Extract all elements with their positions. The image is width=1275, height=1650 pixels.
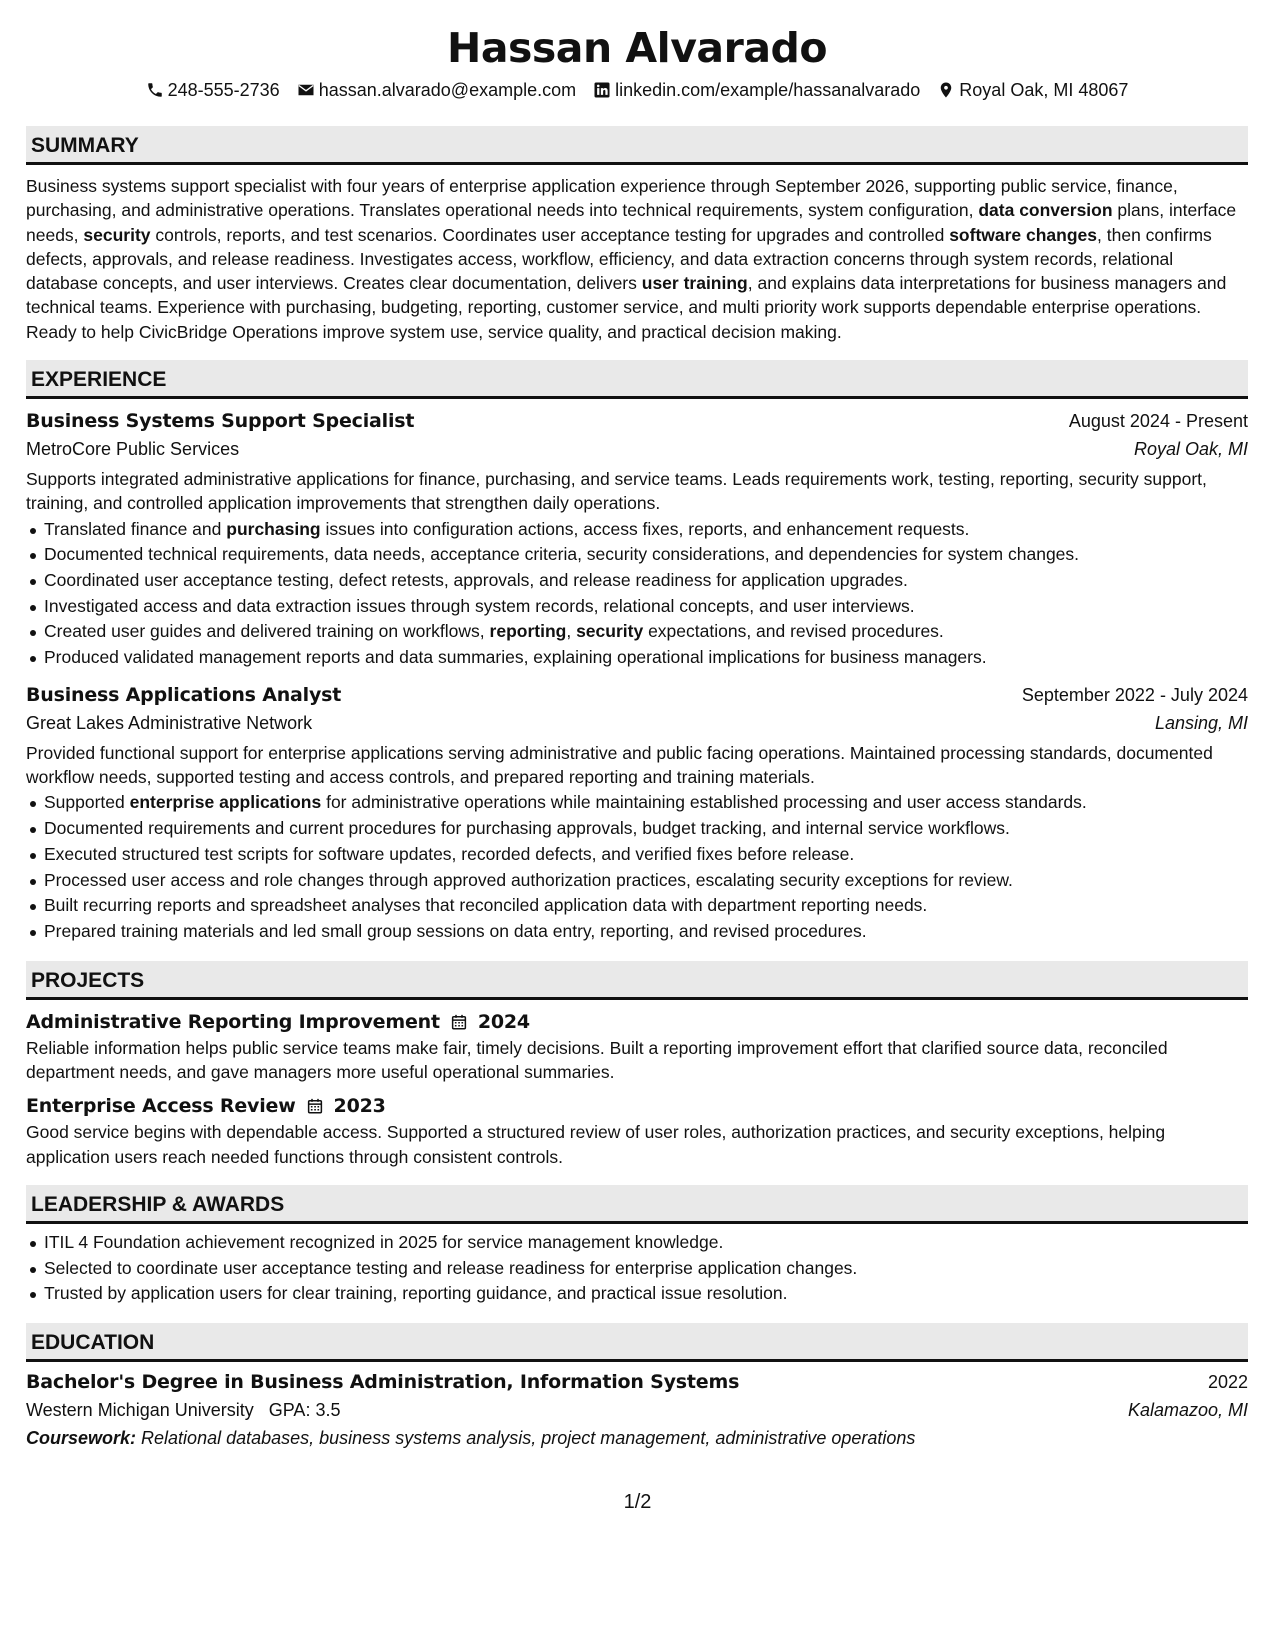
gpa: GPA: 3.5 [268,1400,341,1420]
job-bullets [26,790,1248,944]
job-dates: August 2024 - Present [1068,411,1248,432]
calendar-icon [306,1097,324,1115]
list-item: Documented technical requirements, data needs, acceptance criteria, security considerations, and dependencies for system changes. [26,542,1248,568]
project-description: Good service begins with dependable access. Supported a structured review of user roles, authorization practices, and security exceptions, helping application users reach needed functions through consistent controls. [26,1122,1166,1167]
leadership-heading: LEADERSHIP & AWARDS [26,1185,1248,1224]
list-item: Created user guides and delivered training on workflows, reporting, security expectations, and revised procedures. [26,619,1248,645]
job-entry [26,681,1248,945]
phone-text: 248-555-2736 [167,80,280,100]
degree-title: Bachelor's Degree in Business Administration, Information Systems [26,1371,740,1393]
contact-phone [146,78,280,102]
list-item: Coordinated user acceptance testing, defect retests, approvals, and release readiness for application upgrades. [26,568,1248,594]
project-year: 2024 [477,1010,530,1033]
phone-icon [146,81,164,99]
job-dates: September 2022 - July 2024 [1021,684,1248,705]
project-title: Enterprise Access Review [26,1095,296,1118]
list-item: Documented requirements and current procedures for purchasing approvals, budget tracking, and internal service workflows. [26,816,1248,842]
job-bullets [26,517,1248,671]
project-entry [26,1092,1248,1169]
list-item: Prepared training materials and led small group sessions on data entry, reporting, and revised procedures. [26,919,1248,945]
candidate-name: Hassan Alvarado [447,24,827,72]
project-title: Administrative Reporting Improvement [26,1010,440,1033]
school-name: Western Michigan University [26,1400,254,1420]
job-summary: Provided functional support for enterprise applications serving administrative and public facing operations. Maintained processing standards, documented workflow needs, supported testing and access controls, and prepared reporting and training materials. [26,742,1213,788]
list-item: Supported enterprise applications for administrative operations while maintaining established processing and user access standards. [26,790,1248,816]
projects-heading: PROJECTS [26,961,1248,1000]
job-title: Business Systems Support Specialist [26,410,415,433]
job-location: Royal Oak, MI [1133,439,1248,460]
summary-heading: SUMMARY [26,126,1248,165]
contact-bar [26,78,1248,102]
list-item: Trusted by application users for clear training, reporting guidance, and practical issue resolution. [26,1281,1248,1307]
job-title: Business Applications Analyst [26,683,342,706]
linkedin-text[interactable]: linkedin.com/example/hassanalvarado [615,80,921,100]
page-number: 1/2 [623,1491,652,1513]
leadership-list [26,1230,1248,1307]
list-item: Processed user access and role changes through approved authorization practices, escalating security exceptions for review. [26,868,1248,894]
contact-email[interactable] [297,78,576,102]
email-text[interactable]: hassan.alvarado@example.com [318,80,577,100]
job-location: Lansing, MI [1154,712,1248,733]
education-entry [26,1368,1248,1452]
contact-linkedin[interactable] [593,78,920,102]
coursework-text: Relational databases, business systems analysis, project management, administrative operations [136,1428,916,1448]
calendar-icon [450,1013,468,1031]
list-item: Executed structured test scripts for software updates, recorded defects, and verified fixes before release. [26,842,1248,868]
project-description: Reliable information helps public service teams make fair, timely decisions. Built a reporting improvement effort that clarified source data, reconciled department needs, and gave managers more useful operational summaries. [26,1037,1168,1082]
coursework-label: Coursework: [26,1428,137,1448]
experience-heading: EXPERIENCE [26,360,1248,399]
coursework [26,1424,1248,1452]
list-item: Built recurring reports and spreadsheet analyses that reconciled application data with department reporting needs. [26,893,1248,919]
summary-text: Business systems support specialist with four years of enterprise application experience through September 2026, supporting public service, finance, purchasing, and administrative operations. Translates operational needs into technical requirements, system configuration, data conversion plans, interface needs, security controls, reports, and test scenarios. Coordinates user acceptance testing for upgrades and controlled software changes, then confirms defects, approvals, and release readiness. Investigates access, workflow, efficiency, and data extraction concerns through system records, relational database concepts, and user interviews. Creates clear documentation, delivers user training, and explains data interpretations for business managers and technical teams. Experience with purchasing, budgeting, reporting, customer service, and multi priority work supports dependable enterprise operations. Ready to help CivicBridge Operations improve system use, service quality, and practical decision making. [26,176,1237,342]
map-pin-icon [937,81,955,99]
graduation-year: 2022 [1207,1372,1248,1392]
job-organization: MetroCore Public Services [26,439,240,460]
education-heading: EDUCATION [26,1323,1248,1362]
list-item: Produced validated management reports and data summaries, explaining operational implications for business managers. [26,645,1248,671]
job-entry [26,407,1248,671]
linkedin-icon [593,81,611,99]
job-summary: Supports integrated administrative applications for finance, purchasing, and service teams. Leads requirements work, testing, reporting, security support, training, and controlled application improvements that strengthen daily operations. [26,469,1207,514]
envelope-icon [297,81,315,99]
location-text: Royal Oak, MI 48067 [959,80,1129,100]
project-entry [26,1008,1248,1085]
contact-location [937,78,1128,102]
school-line [26,1396,340,1424]
project-year: 2023 [333,1095,386,1118]
list-item: Selected to coordinate user acceptance testing and release readiness for enterprise application changes. [26,1256,1248,1282]
list-item: ITIL 4 Foundation achievement recognized in 2025 for service management knowledge. [26,1230,1248,1256]
list-item: Translated finance and purchasing issues into configuration actions, access fixes, reports, and enhancement requests. [26,517,1248,543]
list-item: Investigated access and data extraction issues through system records, relational concepts, and user interviews. [26,594,1248,620]
job-organization: Great Lakes Administrative Network [26,712,313,733]
school-location: Kalamazoo, MI [1127,1400,1248,1420]
